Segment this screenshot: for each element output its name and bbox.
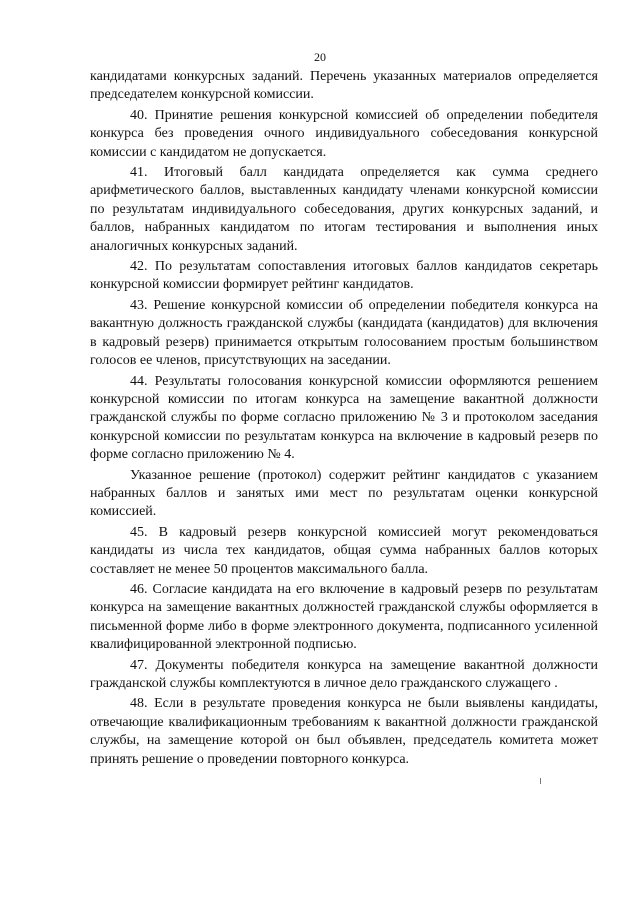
document-text [90,68,598,771]
paragraph-43: 43. Решение конкурсной комиссии об определении победителя конкурса на вакантную должность гражданской службы (кандидата (кандидатов) для включения в кадровый резерв) принимается открытым голосованием простым большинством голосов ее членов, присутствующих на заседании. [90,297,598,369]
paragraph-42: 42. По результатам сопоставления итоговых баллов кандидатов секретарь конкурсной комиссии формирует рейтинг кандидатов. [90,259,598,293]
paragraph-40: 40. Принятие решения конкурсной комиссией об определении победителя конкурса без проведения очного индивидуального собеседования конкурсной комиссии с кандидатом не допускается. [90,107,598,160]
paragraph-44-note: Указанное решение (протокол) содержит рейтинг кандидатов с указанием набранных баллов и занятых ими мест по результатам оценки конкурсной комиссией. [90,467,598,520]
paragraph-45: 45. В кадровый резерв конкурсной комиссией могут рекомендоваться кандидаты из числа тех кандидатов, общая сумма набранных баллов которых составляет не менее 50 процентов максимального балла. [90,524,598,577]
paragraph-48: 48. Если в результате проведения конкурса не были выявлены кандидаты, отвечающие квалификационным требованиям к вакантной должности гражданской службы, на замещение которой он был объявлен, председатель комитета может принять решение о проведении повторного конкурса. [90,696,598,767]
scan-speck [540,778,541,784]
paragraph-46: 46. Согласие кандидата на его включение в кадровый резерв по результатам конкурса на замещение вакантных должностей гражданской службы оформляется в письменной форме либо в форме электронного документа, подписанного усиленной квалифицированной электронной подписью. [90,581,598,653]
page-number: 20 [314,50,326,64]
paragraph-41: 41. Итоговый балл кандидата определяется как сумма среднего арифметического баллов, выставленных кандидату членами конкурсной комиссии по результатам индивидуального собеседования, других конкурсных заданий, и баллов, набранных кандидатом по итогам тестирования и выполнения иных аналогичных конкурсных заданий. [90,165,598,254]
paragraph-39-continuation: кандидатами конкурсных заданий. Перечень указанных материалов определяется председателем конкурсной комиссии. [90,69,598,103]
paragraph-44: 44. Результаты голосования конкурсной комиссии оформляются решением конкурсной комиссии по итогам конкурса на замещение вакантной должности гражданской службы по форме согласно приложению № 3 и протоколом заседания конкурсной комиссии по результатам конкурса на включение в кадровый резерв по форме согласно приложению № 4. [90,373,598,463]
paragraph-47: 47. Документы победителя конкурса на замещение вакантной должности гражданской службы комплектуются в личное дело гражданского служащего . [90,657,598,691]
